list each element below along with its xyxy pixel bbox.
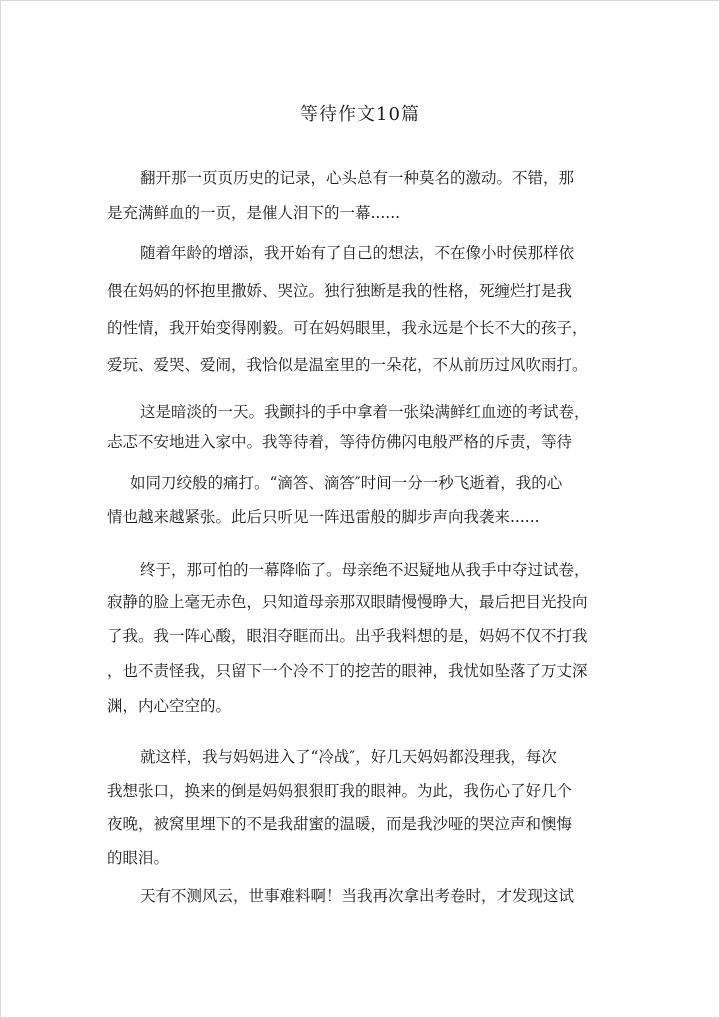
text-line: 寂静的脸上毫无赤色，只知道母亲那双眼睛慢慢睁大，最后把目光投向 <box>107 593 588 611</box>
text-line: ，也不责怪我，只留下一个冷不丁的挖苦的眼神，我忧如坠落了万丈深 <box>107 662 588 680</box>
text-line: 爱玩、爱哭、爱闹，我恰似是温室里的一朵花，不从前历过风吹雨打。 <box>107 356 588 374</box>
text-line: 如同刀绞般的痛打。“滴答、滴答″时间一分一秒飞逝着，我的心 <box>130 474 563 492</box>
text-line: 夜晚，被窝里埋下的不是我甜蜜的温暖，而是我沙哑的哭泣声和懊悔 <box>107 815 573 833</box>
document-title: 等待作文10篇 <box>300 104 420 125</box>
text-line: 随着年龄的增添，我开始有了自己的想法，不在像小时侯那样依 <box>140 244 575 262</box>
text-line: 的眼泪。 <box>107 849 170 867</box>
text-line: 渊，内心空空的。 <box>107 697 232 715</box>
text-line: 翻开那一页页历史的记录，心头总有一种莫名的激动。不错，那 <box>140 169 575 187</box>
text-line: 我想张口，换来的倒是妈妈狠狠盯我的眼神。为此，我伤心了好几个 <box>107 782 573 800</box>
text-line: 就这样，我与妈妈进入了“冷战″，好几天妈妈都没理我，每次 <box>140 748 557 766</box>
text-line: 情也越来越紧张。此后只听见一阵迅雷般的脚步声向我袭来...... <box>107 508 540 526</box>
text-line: 是充满鲜血的一页，是催人泪下的一幕...... <box>107 204 401 222</box>
text-line: 了我。我一阵心酸，眼泪夺眶而出。出乎我料想的是，妈妈不仅不打我 <box>107 627 588 645</box>
text-line: 天有不测风云，世事难料啊！当我再次拿出考卷时，才发现这试 <box>140 887 575 905</box>
text-line: 这是暗淡的一天。我颤抖的手中拿着一张染满鲜红血迹的考试卷， <box>140 403 590 421</box>
text-line: 终于，那可怕的一幕降临了。母亲绝不迟疑地从我手中夺过试卷， <box>140 561 590 579</box>
text-line: 偎在妈妈的怀抱里撒娇、哭泣。独行独断是我的性格，死缠烂打是我 <box>107 282 573 300</box>
text-line: 的性情，我开始变得刚毅。可在妈妈眼里，我永远是个长不大的孩子， <box>107 319 588 337</box>
text-line: 忐忑不安地进入家中。我等待着，等待仿佛闪电般严格的斥责，等待 <box>107 433 573 451</box>
